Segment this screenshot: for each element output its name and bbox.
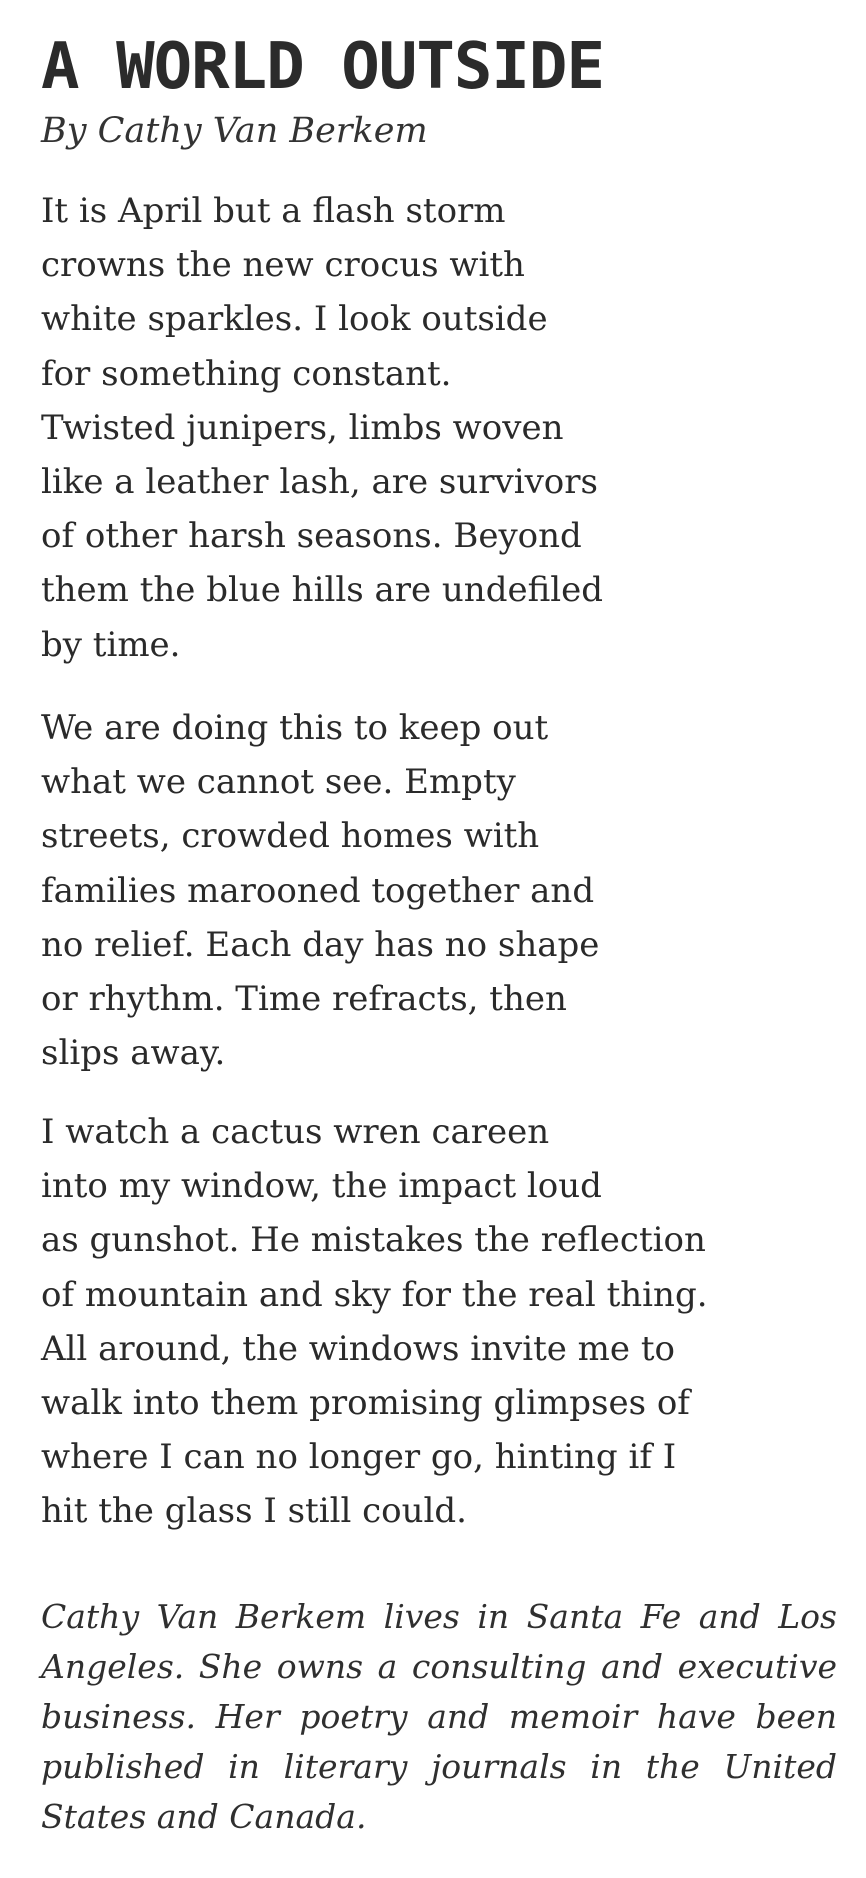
poem-title: A WORLD OUTSIDE [41, 30, 604, 104]
poem-line: by time. [41, 624, 181, 665]
poem-line: families marooned together and [41, 870, 595, 911]
poem-line: walk into them promising glimpses of [41, 1383, 690, 1424]
poem-line: as gunshot. He mistakes the reflection [41, 1220, 706, 1261]
poem-line: or rhythm. Time refracts, then [41, 979, 567, 1020]
poem-line: for something constant. [41, 353, 452, 394]
poem-line: slips away. [41, 1033, 226, 1074]
poem-line: All around, the windows invite me to [41, 1328, 675, 1369]
poem-line: streets, crowded homes with [41, 816, 540, 857]
poem-line: what we cannot see. Empty [41, 762, 516, 803]
poem-line: no relief. Each day has no shape [41, 924, 600, 965]
stanza-1 [41, 184, 603, 672]
poem-line: like a leather lash, are survivors [41, 462, 598, 503]
poem-line: into my window, the impact loud [41, 1166, 602, 1207]
poem-line: It is April but a flash storm [41, 191, 506, 231]
poem-line: them the blue hills are undefiled [41, 570, 604, 611]
poem-line: of other harsh seasons. Beyond [41, 516, 582, 557]
poem-line: of mountain and sky for the real thing. [41, 1274, 708, 1315]
poem-line: white sparkles. I look outside [41, 299, 548, 340]
stanza-3 [41, 1105, 708, 1539]
author-bio: Cathy Van Berkem lives in Santa Fe and Los Angeles. She owns a consulting and executive business. Her poetry and memoir have been published in literary journals in the United States and Canada. [41, 1597, 837, 1836]
poem-line: Twisted junipers, limbs woven [41, 407, 564, 448]
author-byline: By Cathy Van Berkem [41, 111, 428, 151]
poem-line: where I can no longer go, hinting if I [41, 1437, 677, 1478]
poem-line: crowns the new crocus with [41, 245, 525, 286]
poem-line: We are doing this to keep out [41, 708, 549, 748]
stanza-2 [41, 701, 599, 1080]
poem-line: hit the glass I still could. [41, 1491, 467, 1532]
poem-line: I watch a cactus wren careen [41, 1112, 550, 1152]
